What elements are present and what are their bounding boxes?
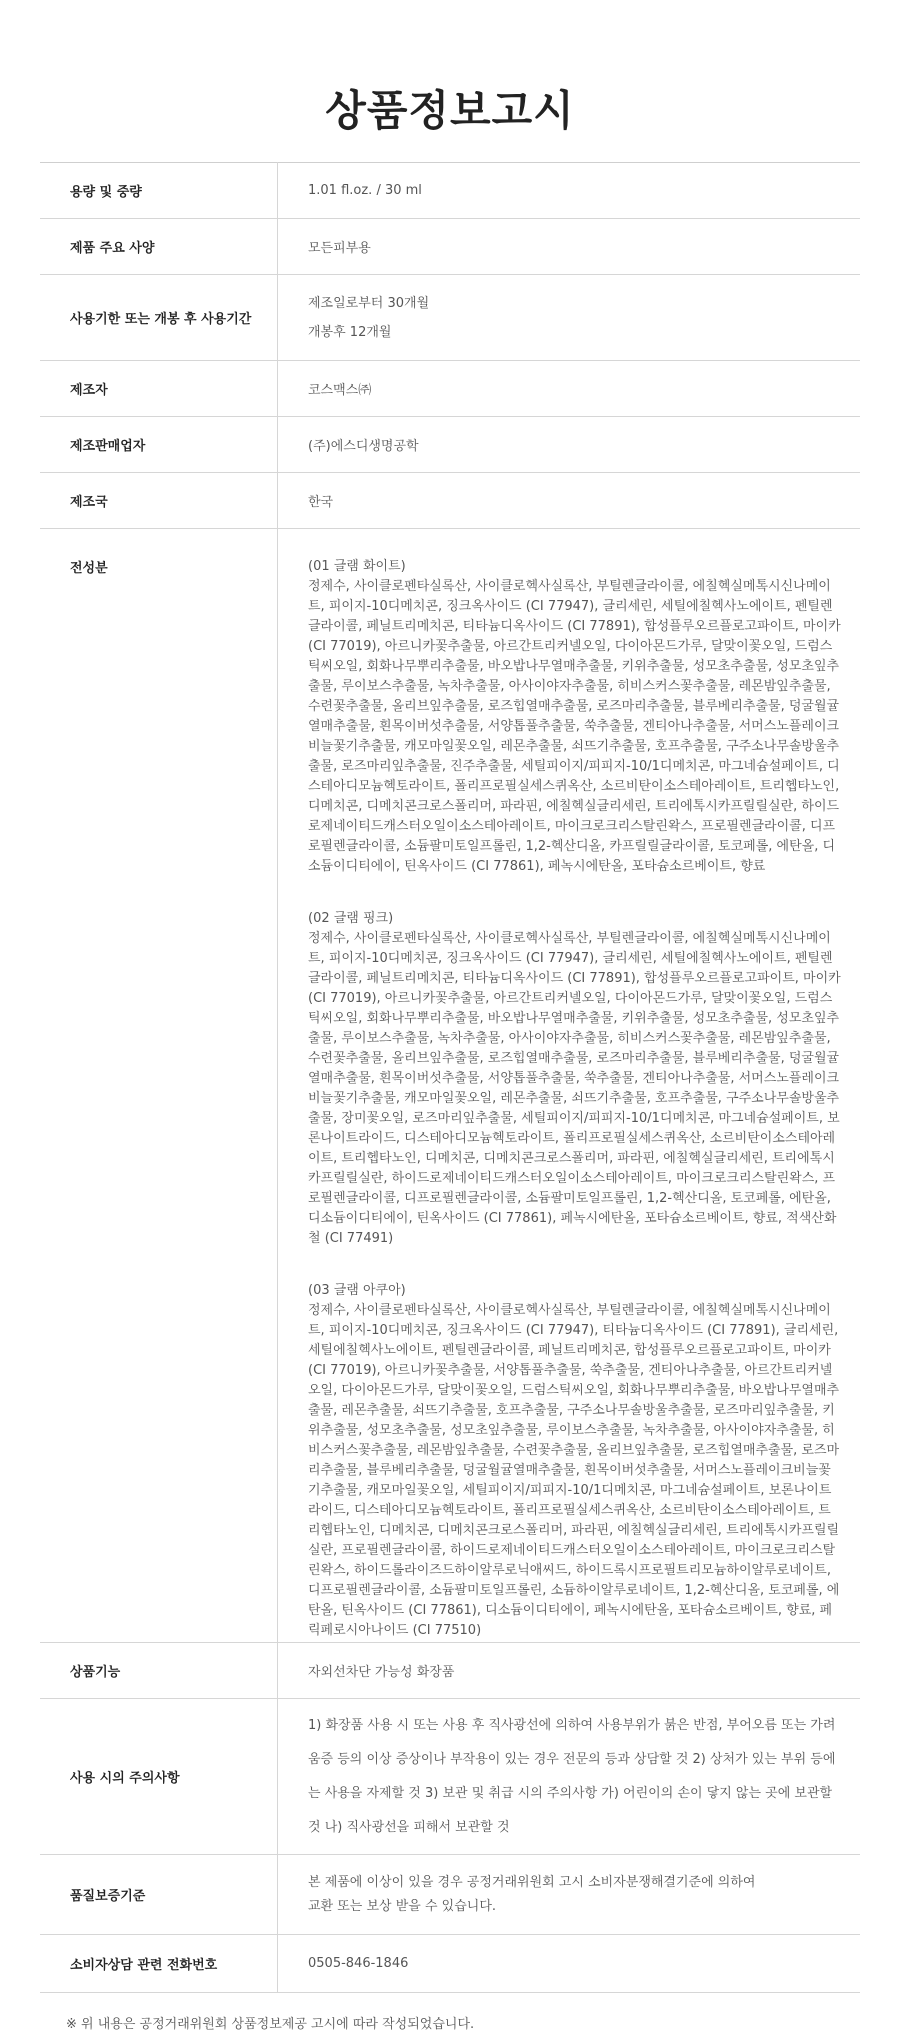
ingredient-group [308, 909, 842, 1249]
row-country [40, 473, 860, 529]
row-caution [40, 1699, 860, 1855]
row-value: 코스맥스㈜ [278, 361, 861, 417]
ingredient-group-body: 정제수, 사이클로펜타실록산, 사이클로헥사실록산, 부틸렌글라이콜, 에칠헥실메톡시신나메이트, 피이지-10디메치콘, 징크옥사이드 (CI 77947), 글리세린, 세틸에칠헥사노에이트, 펜틸렌글라이콜, 페닐트리메치콘, 티타늄디옥사이드 (CI 77891), 합성플루오르플로고파이트, 마이카 (CI 77019), 아르니카꽃추출물, 아르간트리커넬오일, 다이아몬드가루, 달맞이꽃오일, 드럼스틱씨오일, 회화나무뿌리추출물, 바오밥나무열매추출물, 키위추출물, 성모초추출물, 성모초잎추출물, 루이보스추출물, 녹차추출물, 아사이야자추출물, 히비스커스꽃추출물, 레몬밤잎추출물, 수련꽃추출물, 올리브잎추출물, 로즈힙열매추출물, 로즈마리추출물, 블루베리추출물, 덩굴월귤열매추출물, 흰목이버섯추출물, 서양톱풀추출물, 쑥추출물, 겐티아나추출물, 서머스노플레이크비늘꽃기추출물, 캐모마일꽃오일, 레몬추출물, 쇠뜨기추출물, 호프추출물, 구주소나무솔방울추출물, 로즈마리잎추출물, 진주추출물, 세틸피이지/피피지-10/1디메치콘, 마그네슘설페이트, 디스테아디모늄헥토라이트, 폴리프로필실세스퀴옥산, 소르비탄이소스테아레이트, 트리헵타노인, 디메치콘, 디메치콘크로스폴리머, 파라핀, 에칠헥실글리세린, 트리에톡시카프릴릴실란, 하이드로제네이티드캐스터오일이소스테아레이트, 마이크로크리스탈린왁스, 프로필렌글라이콜, 디프로필렌글라이콜, 소듐팔미토일프롤린, 1,2-헥산디올, 카프릴릴글라이콜, 토코페롤, 에탄올, 디소듐이디티에이, 틴옥사이드 (CI 77861), 페녹시에탄올, 포타슘소르베이트, 향료 [308, 579, 841, 874]
ingredient-group-title: (02 글램 핑크) [308, 911, 394, 926]
row-label: 사용기한 또는 개봉 후 사용기간 [40, 275, 278, 361]
row-spec [40, 219, 860, 275]
row-value: 한국 [278, 473, 861, 529]
row-label: 제조판매업자 [40, 417, 278, 473]
product-info-table [40, 162, 860, 1993]
ingredient-group [308, 557, 842, 877]
ingredient-group-body: 정제수, 사이클로펜타실록산, 사이클로헥사실록산, 부틸렌글라이콜, 에칠헥실메톡시신나메이트, 피이지-10디메치콘, 징크옥사이드 (CI 77947), 티타늄디옥사이드 (CI 77891), 글리세린, 세틸에칠헥사노에이트, 펜틸렌글라이콜, 페닐트리메치콘, 합성플루오르플로고파이트, 마이카 (CI 77019), 아르니카꽃추출물, 서양톱풀추출물, 쑥추출물, 겐티아나추출물, 아르간트리커넬오일, 다이아몬드가루, 달맞이꽃오일, 드럼스틱씨오일, 회화나무뿌리추출물, 바오밥나무열매추출물, 레몬추출물, 쇠뜨기추출물, 호프추출물, 구주소나무솔방울추출물, 로즈마리잎추출물, 키위추출물, 성모초추출물, 성모초잎추출물, 루이보스추출물, 녹차추출물, 아사이야자추출물, 히비스커스꽃추출물, 레몬밤잎추출물, 수련꽃추출물, 올리브잎추출물, 로즈힙열매추출물, 로즈마리추출물, 블루베리추출물, 덩굴월귤열매추출물, 흰목이버섯추출물, 서머스노플레이크비늘꽃기추출물, 캐모마일꽃오일, 세틸피이지/피피지-10/1디메치콘, 마그네슘설페이트, 보론나이트라이드, 디스테아디모늄헥토라이트, 폴리프로필실세스퀴옥산, 소르비탄이소스테아레이트, 트리헵타노인, 디메치콘, 디메치콘크로스폴리머, 파라핀, 에칠헥실글리세린, 트리에톡시카프릴릴실란, 프로필렌글라이콜, 하이드로제네이티드캐스터오일이소스테아레이트, 마이크로크리스탈린왁스, 하이드롤라이즈드하이알루로닉애씨드, 하이드록시프로필트리모늄하이알루로네이트, 디프로필렌글라이콜, 소듐팔미토일프롤린, 소듐하이알루로네이트, 1,2-헥산디올, 토코페롤, 에탄올, 틴옥사이드 (CI 77861), 디소듐이디티에이, 페녹시에탄올, 포타슘소르베이트, 향료, 페릭페로시아나이드 (CI 77510) [308, 1303, 840, 1638]
quality-line-1: 본 제품에 이상이 있을 경우 공정거래위원회 고시 소비자분쟁해결기준에 의하여 [308, 1874, 756, 1890]
ingredient-group-title: (03 글램 아쿠아) [308, 1283, 406, 1298]
expiry-line-2: 개봉후 12개월 [308, 324, 392, 340]
row-value: 모든피부용 [278, 219, 861, 275]
row-phone [40, 1935, 860, 1993]
row-value: (주)에스디생명공학 [278, 417, 861, 473]
row-label: 제품 주요 사양 [40, 219, 278, 275]
ingredient-group-title: (01 글램 화이트) [308, 559, 406, 574]
row-value: 자외선차단 가능성 화장품 [278, 1643, 861, 1699]
row-label: 사용 시의 주의사항 [40, 1699, 278, 1855]
row-expiry [40, 275, 860, 361]
row-quality [40, 1855, 860, 1935]
row-label: 제조국 [40, 473, 278, 529]
row-label: 전성분 [40, 529, 278, 1643]
row-label: 용량 및 중량 [40, 163, 278, 219]
row-value: 1.01 fl.oz. / 30 ml [278, 163, 861, 219]
ingredient-group-body: 정제수, 사이클로펜타실록산, 사이클로헥사실록산, 부틸렌글라이콜, 에칠헥실메톡시신나메이트, 피이지-10디메치콘, 징크옥사이드 (CI 77947), 글리세린, 세틸에칠헥사노에이트, 펜틸렌글라이콜, 페닐트리메치콘, 티타늄디옥사이드 (CI 77891), 합성플루오르플로고파이트, 마이카 (CI 77019), 아르니카꽃추출물, 아르간트리커넬오일, 다이아몬드가루, 달맞이꽃오일, 드럼스틱씨오일, 회화나무뿌리추출물, 바오밥나무열매추출물, 키위추출물, 성모초추출물, 성모초잎추출물, 루이보스추출물, 녹차추출물, 아사이야자추출물, 히비스커스꽃추출물, 레몬밤잎추출물, 수련꽃추출물, 올리브잎추출물, 로즈힙열매추출물, 로즈마리추출물, 블루베리추출물, 덩굴월귤열매추출물, 흰목이버섯추출물, 서양톱풀추출물, 쑥추출물, 겐티아나추출물, 서머스노플레이크비늘꽃기추출물, 캐모마일꽃오일, 레몬추출물, 쇠뜨기추출물, 호프추출물, 구주소나무솔방울추출물, 장미꽃오일, 로즈마리잎추출물, 세틸피이지/피피지-10/1디메치콘, 마그네슘설페이트, 보론나이트라이드, 디스테아디모늄헥토라이트, 폴리프로필실세스퀴옥산, 소르비탄이소스테아레이트, 트리헵타노인, 디메치콘, 디메치콘크로스폴리머, 파라핀, 에칠헥실글리세린, 트리에톡시카프릴릴실란, 하이드로제네이티드캐스터오일이소스테아레이트, 마이크로크리스탈린왁스, 프로필렌글라이콜, 디프로필렌글라이콜, 소듐팔미토일프롤린, 1,2-헥산디올, 토코페롤, 에탄올, 디소듐이디티에이, 틴옥사이드 (CI 77861), 페녹시에탄올, 포타슘소르베이트, 향료, 적색산화철 (CI 77491) [308, 931, 841, 1246]
quality-line-2: 교환 또는 보상 받을 수 있습니다. [308, 1898, 497, 1914]
row-label: 소비자상담 관련 전화번호 [40, 1935, 278, 1993]
row-value: 0505-846-1846 [278, 1935, 861, 1993]
row-label: 품질보증기준 [40, 1855, 278, 1935]
row-label: 제조자 [40, 361, 278, 417]
row-seller [40, 417, 860, 473]
row-ingredients [40, 529, 860, 1643]
row-value: 1) 화장품 사용 시 또는 사용 후 직사광선에 의하여 사용부위가 붉은 반점, 부어오름 또는 가려움증 등의 이상 증상이나 부작용이 있는 경우 전문의 등과 상담할 것 2) 상처가 있는 부위 등에는 사용을 자제할 것 3) 보관 및 취급 시의 주의사항 가) 어린이의 손이 닿지 않는 곳에 보관할 것 나) 직사광선을 피해서 보관할 것 [278, 1699, 861, 1855]
expiry-line-1: 제조일로부터 30개월 [308, 295, 430, 311]
footnote: ※ 위 내용은 공정거래위원회 상품정보제공 고시에 따라 작성되었습니다. [66, 2017, 475, 2032]
ingredients-content [278, 529, 861, 1643]
row-value [278, 275, 861, 361]
row-volume [40, 163, 860, 219]
row-value [278, 1855, 861, 1935]
row-function [40, 1643, 860, 1699]
page-title: 상품정보고시 [325, 86, 575, 135]
row-label: 상품기능 [40, 1643, 278, 1699]
ingredient-group [308, 1281, 842, 1641]
row-maker [40, 361, 860, 417]
